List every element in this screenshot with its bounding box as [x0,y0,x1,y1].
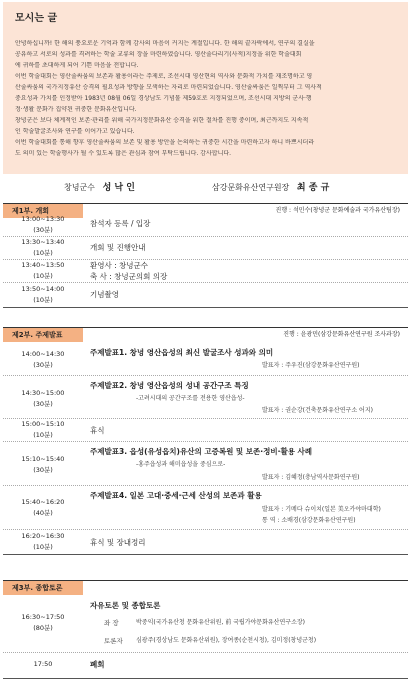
row-duration: (30분) [33,361,53,369]
row-presenter: 발표자 : 권순강(건축문화유산연구소 어지) [262,407,373,414]
row-duration: (10분) [33,249,53,257]
row-item: 환영사 : 창녕군수 [90,261,149,270]
panel-label: 토론자 [104,637,123,645]
signature-role: 창녕군수 [64,183,95,192]
row-item: 참석자 등록 / 입장 [90,219,151,228]
row-divider [3,441,408,442]
row-duration: (30분) [33,400,53,408]
greeting-line: 정·생활 문화가 집약된 귀중한 문화유산입니다. [15,106,137,113]
section-tag: 제2부. 주제발표 [3,328,83,342]
row-duration: (40분) [33,509,53,517]
chair-name: 박중익(국가유산청 문화유산위원, 前 국립가야문화유산연구소장) [136,619,306,626]
section-end-line [3,307,408,308]
row-subtitle: -홍주읍성과 해미읍성을 중심으로- [136,461,226,468]
row-item: 휴식 및 장내정리 [90,538,146,547]
greeting-line: 이번 학술대회를 통해 향후 영산줄싸움의 보존 및 활용 방안을 논의하는 귀중한 시간을 마련하고자 하니 바쁘시더라 [15,139,315,146]
signature-name: 성 낙 인 [102,183,135,193]
greeting-line: 창녕군은 보다 체계적인 보존·관리를 위해 국가지정문화유산 승격을 위한 절차를 진행 중이며, 최근까지도 지속적 [15,117,309,124]
row-subtitle: -고려시대의 공간구조를 전용한 영산읍성- [136,395,245,402]
row-divider [3,652,408,653]
row-divider [3,418,408,419]
row-time: 13:40~13:50 [21,261,65,269]
row-duration: (80분) [33,624,53,632]
row-time: 13:50~14:00 [21,285,65,293]
row-interpreter: 통 역 : 소배경(삼강문화유산연구원) [262,517,356,524]
row-duration: (10분) [33,272,53,280]
greeting-box [3,2,408,174]
greeting-line: 안녕하십니까! 한 해의 풍요로운 기억과 함께 감사의 마음이 커지는 계절입니다. 한 해의 끝자락에서, 연구의 결실을 [15,40,315,47]
row-duration: (30분) [33,226,53,234]
row-time: 13:30~13:40 [21,238,65,246]
row-item: 개회 및 진행안내 [90,243,146,252]
row-time: 14:00~14:30 [21,350,65,358]
signature-right [212,183,329,195]
signature-name: 최 종 규 [296,183,330,193]
row-time: 16:30~17:50 [21,613,65,621]
row-duration: (10분) [33,543,53,551]
panel-names: 심광주(경상남도 문화유산위원), 장여종(순천시청), 김미정(창녕군청) [136,637,317,644]
greeting-line: 에 귀하를 초대하게 되어 기쁜 마음을 전합니다. [15,62,139,69]
row-time: 15:40~16:20 [21,498,65,506]
greeting-line: 이번 학술대회는 영산줄싸움의 보존과 활용이라는 주제로, 조선시대 영산현의 역사와 문화적 가치를 재조명하고 영 [15,73,313,80]
section-end-line [3,554,408,555]
section-tag: 제3부. 종합토론 [3,581,83,595]
section-host: 진행 : 석민수(창녕군 문화예술과 국가유산팀장) [275,207,400,214]
row-time: 13:00~13:30 [21,215,65,223]
signature-role: 삼강문화유산연구원장 [212,183,290,192]
greeting-line: 도 의미 있는 학술행사가 될 수 있도록 많은 관심과 참여 부탁드립니다. 감사합니다. [15,150,232,157]
row-divider [3,375,408,376]
row-divider [3,529,408,530]
row-presenter: 발표자 : 기메다 슈이치(일본 美오카야마대학) [262,506,381,513]
row-item: 자유토론 및 종합토론 [90,601,161,610]
row-presenter: 발표자 : 김혜정(충남역사문화연구원) [262,474,360,481]
row-item: 주제발표2. 창녕 영산읍성의 성내 공간구조 특징 [90,381,249,390]
greeting-line: 중요성과 가치를 인정받아 1983년 08월 06일 경상남도 기념물 제59호로 지정되었으며, 조선시대 지방의 군사·행 [15,95,312,102]
row-divider [3,485,408,486]
row-duration: (30분) [33,466,53,474]
row-item: 주제발표3. 읍성(유성읍치)유산의 고증복원 및 보존·정비·활용 사례 [90,447,313,456]
greeting-line: 공유하고 서로의 성과를 격려하는 학술 교류의 장을 마련하였습니다. 영산줄다리기(사적)지정을 위한 학술대회 [15,51,302,58]
row-divider [3,282,408,283]
row-time: 15:10~15:40 [21,455,65,463]
row-item: 폐회 [90,660,105,669]
section-host: 진행 : 윤광민(삼강문화유산연구원 조사과장) [283,331,400,338]
chair-label: 좌 장 [104,619,119,627]
row-duration: (10분) [33,296,53,304]
row-presenter: 발표자 : 주우진(삼강문화유산연구원) [262,362,360,369]
section-tag: 제1부. 개회 [3,204,83,218]
section-end-line [3,678,408,679]
row-time: 16:20~16:30 [21,532,65,540]
row-divider [3,236,408,237]
row-time: 14:30~15:00 [21,389,65,397]
signature-left [64,183,135,195]
section-header [3,580,408,595]
greeting-line: 인 학술발굴조사와 연구를 이어가고 있습니다. [15,128,135,135]
greeting-line: 산줄싸움의 국가지정유산 승격의 필요성과 방향을 모색하는 자리로 마련되었습니다. 영산줄싸움은 일찍부터 그 역사적 [15,84,322,91]
row-divider [3,259,408,260]
row-item: 휴식 [90,426,105,435]
row-duration: (10분) [33,431,53,439]
row-item: 축 사 : 창녕군의회 의장 [90,272,168,281]
row-time: 17:50 [33,660,53,668]
row-item: 주제발표4. 일본 고대·중세·근세 산성의 보존과 활용 [90,491,262,500]
row-item: 주제발표1. 창녕 영산읍성의 최신 발굴조사 성과와 의미 [90,348,274,357]
greeting-title: 모시는 글 [15,13,58,24]
row-time: 15:00~15:10 [21,420,65,428]
row-item: 기념촬영 [90,290,119,299]
section-header [3,327,408,342]
